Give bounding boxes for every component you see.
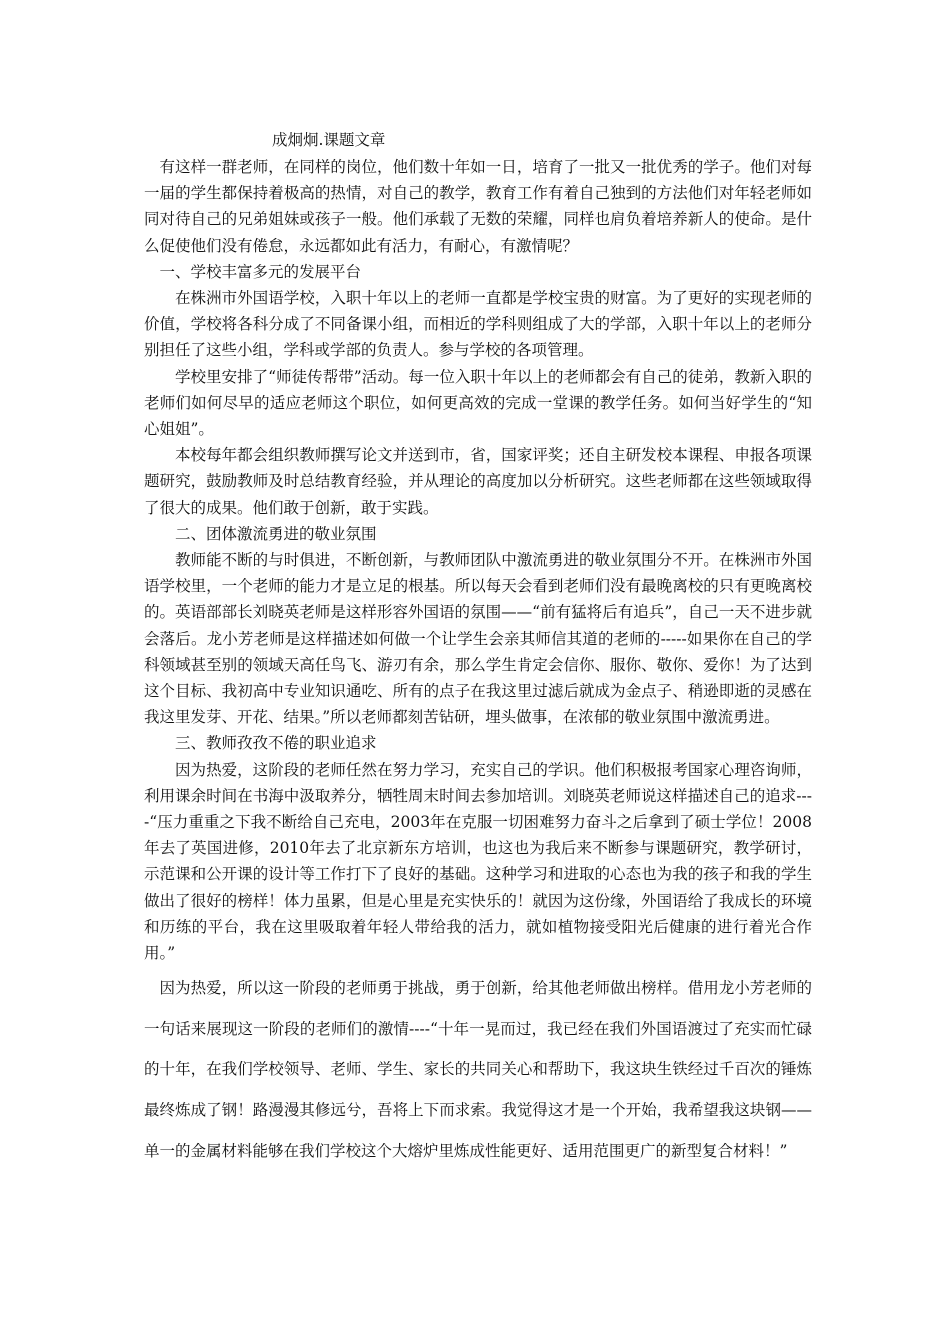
- document-body: [144, 154, 812, 1171]
- section-2-heading: 二、团体激流勇进的敬业氛围: [175, 524, 377, 543]
- section-3-heading: 三、教师孜孜不倦的职业追求: [175, 734, 377, 753]
- section-1-paragraph-2: 学校里安排了“师徒传帮带”活动。每一位入职十年以上的老师都会有自己的徒弟，教新入职的老师们如何尽早的适应老师这个职位，如何更高效的完成一堂课的教学任务。如何当好学生的“知心姐姐”。: [144, 367, 812, 439]
- section-1-heading: 一、学校丰富多元的发展平台: [159, 262, 362, 281]
- dense-text-block: [144, 154, 812, 966]
- document-title: 成炯炯.课题文章: [272, 131, 386, 149]
- closing-paragraph: 因为热爱，所以这一阶段的老师勇于挑战，勇于创新，给其他老师做出榜样。借用龙小芳老师的一句话来展现这一阶段的老师们的激情----“十年一晃而过，我已经在我们外国语渡过了充实而忙碌的十年，在我们学校领导、老师、学生、家长的共同关心和帮助下，我这块生铁经过千百次的锤炼最终炼成了钢！路漫漫其修远兮，吾将上下而求索。我觉得这才是一个开始，我希望我这块钢——单一的金属材料能够在我们学校这个大熔炉里炼成性能更好、适用范围更广的新型复合材料！”: [144, 979, 812, 1160]
- intro-paragraph: 有这样一群老师，在同样的岗位，他们数十年如一日，培育了一批又一批优秀的学子。他们对每一届的学生都保持着极高的热情，对自己的教学，教育工作有着自己独到的方法他们对年轻老师如同对待自己的兄弟姐妹或孩子一般。他们承载了无数的荣耀，同样也肩负着培养新人的使命。是什么促使他们没有倦怠，永远都如此有活力，有耐心，有激情呢？: [144, 158, 812, 255]
- section-1-paragraph-1: 在株洲市外国语学校，入职十年以上的老师一直都是学校宝贵的财富。为了更好的实现老师的价值，学校将各科分成了不同备课小组，而相近的学科则组成了大的学部，入职十年以上的老师分别担任了这些小组，学科或学部的负责人。参与学校的各项管理。: [144, 289, 812, 360]
- section-1-paragraph-3: 本校每年都会组织教师撰写论文并送到市，省，国家评奖；还自主研发校本课程、申报各项课题研究，鼓励教师及时总结教育经验，并从理论的高度加以分析研究。这些老师都在这些领域取得了很大的成果。他们敢于创新，敢于实践。: [144, 446, 812, 517]
- section-2-paragraph-1: 教师能不断的与时俱进，不断创新，与教师团队中激流勇进的敬业氛围分不开。在株洲市外国语学校里，一个老师的能力才是立足的根基。所以每天会看到老师们没有最晚离校的只有更晚离校的。英语部部长刘晓英老师是这样形容外国语的氛围——“前有猛将后有追兵”，自己一天不进步就会落后。龙小芳老师是这样描述如何做一个让学生会亲其师信其道的老师的-----如果你在自己的学科领域甚至别的领域天高任鸟飞、游刃有余，那么学生肯定会信你、服你、敬你、爱你！为了达到这个目标、我初高中专业知识通吃、所有的点子在我这里过滤后就成为金点子、稍逊即逝的灵感在我这里发芽、开花、结果。”所以老师都刻苦钻研，埋头做事，在浓郁的敬业氛围中激流勇进。: [144, 551, 812, 727]
- section-3-paragraph-1: 因为热爱，这阶段的老师任然在努力学习，充实自己的学识。他们积极报考国家心理咨询师，利用课余时间在书海中汲取养分，牺牲周末时间去参加培训。刘晓英老师说这样描述自己的追求----“压力重重之下我不断给自己充电，2003年在克服一切困难努力奋斗之后拿到了硕士学位！2008年去了英国进修，2010年去了北京新东方培训，也这也为我后来不断参与课题研究，教学研讨，示范课和公开课的设计等工作打下了良好的基础。这种学习和进取的心态也为我的孩子和我的学生做出了很好的榜样！体力虽累，但是心里是充实快乐的！就因为这份缘，外国语给了我成长的环境和历练的平台，我在这里吸取着年轻人带给我的活力，就如植物接受阳光后健康的进行着光合作用。”: [144, 760, 812, 963]
